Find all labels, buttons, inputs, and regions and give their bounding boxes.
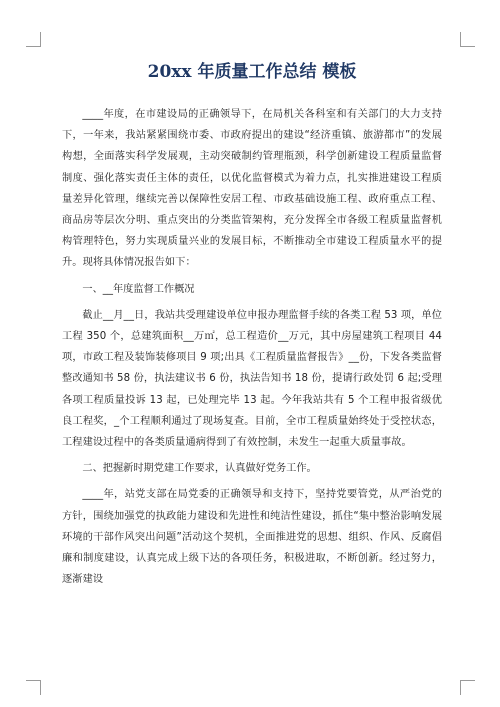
- paragraph-supervision-overview: 截止__月__日，我站共受理建设单位申报办理监督手续的各类工程 53 项，单位工程 350 个，总建筑面积__万㎡，总工程造价__万元，其中房屋建筑工程项目 44 项，市政工程及装饰装修项目 9 项;出具《工程质量监督报告》__份，下发各类监督整改通知书 58 份，执法建议书 6 份，执法告知书 18 份，提请行政处罚 6 起;受理各项工程质量投诉 13 起，已处理完毕 13 起。今年我站共有 5 个工程申报省级优良工程奖，_个工程顺利通过了现场复查。目前，全市工程质量始终处于受控状态，工程建设过程中的各类质量通病得到了有效控制，未发生一起重大质量事故。: [62, 309, 442, 449]
- paragraph-intro: ____年度，在市建设局的正确领导下，在局机关各科室和有关部门的大力支持下，一年来，我站紧紧围绕市委、市政府提出的建设“经济重镇、旅游都市”的发展构想，全面落实科学发展观，主动突破制约管理瓶颈，科学创新建设工程质量监督制度、强化落实责任主体的责任，以优化监督模式为着力点，扎实推进建设工程质量差异化管理，继续完善以保障性安居工程、市政基础设施工程、政府重点工程、商品房等层次分明、重点突出的分类监管架构，充分发挥全市各级工程质量监督机构管理特色，努力实现质量兴业的发展目标，不断推动全市建设工程质量水平的提升。现将具体情况报告如下：: [62, 109, 442, 269]
- crop-mark-bottom-right: [460, 680, 475, 695]
- section-heading-1: 一、__年度监督工作概况: [82, 283, 195, 295]
- paragraph-party-work: ____年，站党支部在局党委的正确领导和支持下，坚持党要管党，从严治党的方针，围绕加强党的执政能力建设和先进性和纯洁性建设，抓住“集中整治影响发展环境的干部作风突出问题”活动这个契机，全面推进党的思想、组织、作风、反腐倡廉和制度建设，认真完成上级下达的各项任务，积极进取，不断创新。经过努力，逐渐建设: [62, 489, 442, 586]
- document-title: 20xx 年质量工作总结 模板: [147, 62, 357, 82]
- crop-mark-bottom-left: [26, 680, 41, 695]
- document-page: [62, 60, 442, 595]
- section-heading-2: 二、把握新时期党建工作要求，认真做好党务工作。: [82, 463, 317, 475]
- crop-mark-top-right: [460, 32, 475, 47]
- crop-mark-top-left: [26, 32, 41, 47]
